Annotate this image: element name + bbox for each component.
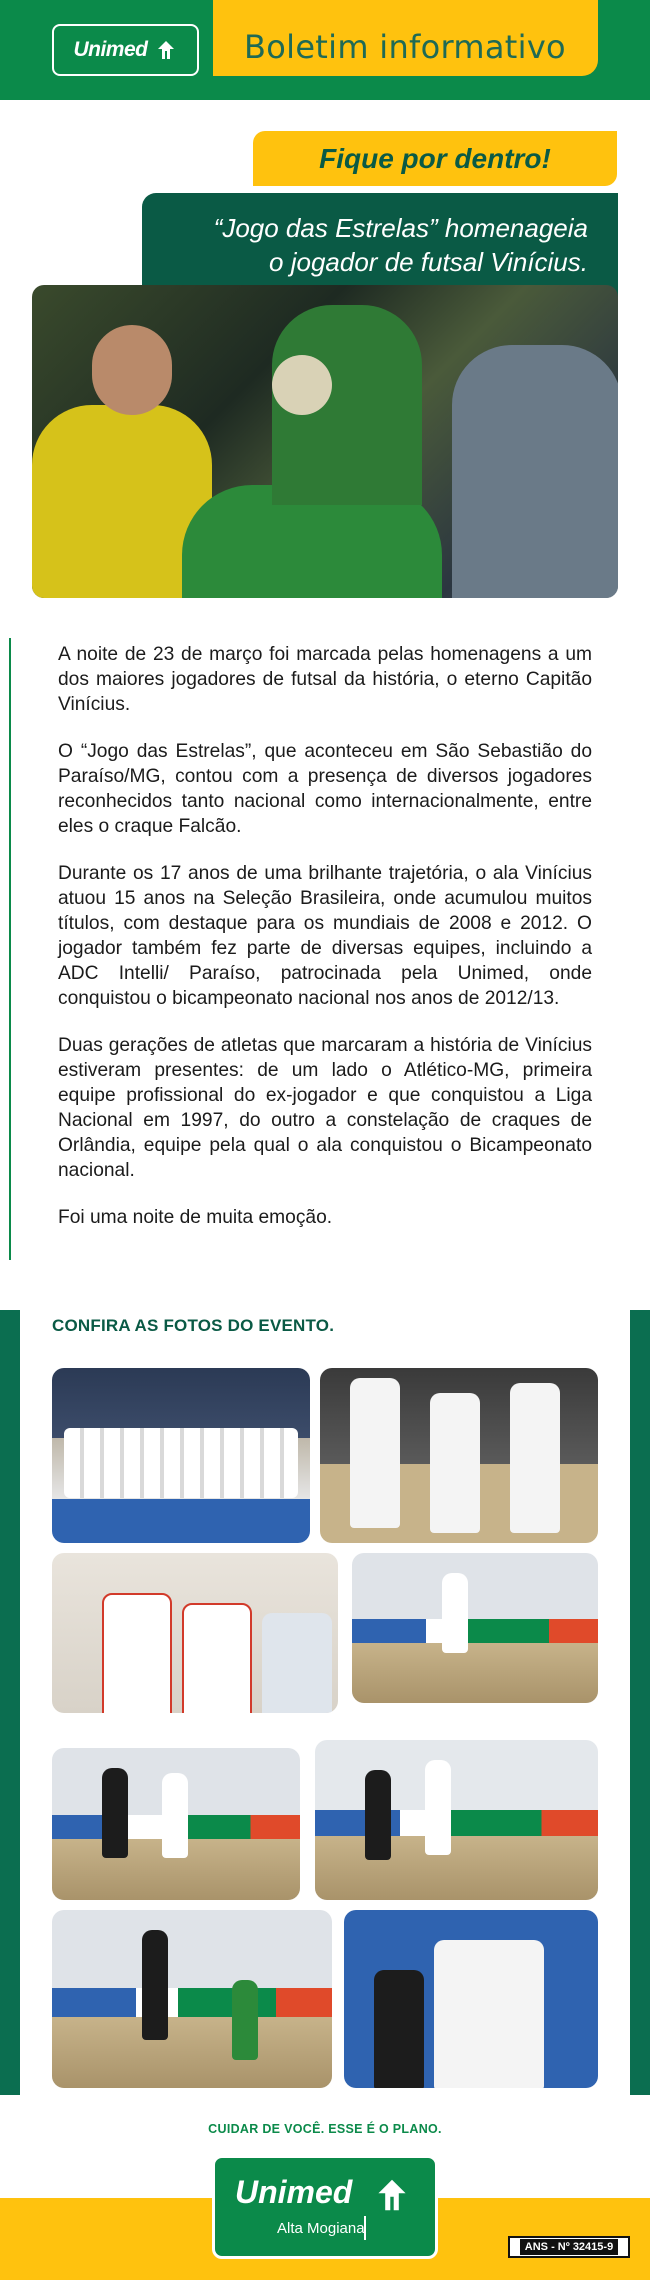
article-paragraph: O “Jogo das Estrelas”, que aconteceu em São Sebastião do Paraíso/MG, contou com a presença de diversos jogadores reconhecidos tanto nacional como internacionalmente, entre eles o craque Falcão. [58, 741, 592, 837]
gallery-photo-match-4[interactable] [344, 1910, 598, 2088]
footer-logo[interactable] [212, 2155, 438, 2259]
player-head [92, 325, 172, 415]
unimed-logo[interactable] [52, 24, 199, 76]
player-figure [374, 1970, 424, 2088]
gallery-title: CONFIRA AS FOTOS DO EVENTO. [52, 1316, 335, 1335]
player-figure [430, 1393, 480, 1533]
person-grey-shirt [452, 345, 618, 598]
player-figure [232, 1980, 258, 2060]
player-figure [434, 1940, 544, 2088]
gallery-photo-match-3[interactable] [52, 1910, 332, 2088]
unimed-tree-icon [370, 2178, 414, 2212]
player-figure [425, 1760, 451, 1855]
court-floor [315, 1836, 598, 1900]
logo-text: Unimed [73, 38, 148, 61]
gallery-photo-closeup[interactable] [52, 1553, 338, 1713]
article-paragraph: Duas gerações de atletas que marcaram a história de Vinícius estiveram presentes: de um lado o Atlético-MG, primeira equipe profissional do ex-jogador e que conquistou a Liga Nacional em 1997, do outro a constelação de craques de Orlândia, equipe pela qual o ala conquistou o Bicampeonato nacional. [58, 1035, 592, 1181]
ans-badge [508, 2236, 630, 2258]
court-floor [352, 1643, 598, 1703]
footer-logo-subtitle: Alta Mogiana [277, 2220, 365, 2237]
headline-line-1: “Jogo das Estrelas” homenageia [213, 213, 588, 243]
player-figure [182, 1603, 252, 1713]
kicker-text: Fique por dentro! [319, 142, 551, 174]
gallery-photo-lineup[interactable] [320, 1368, 598, 1543]
court-floor [52, 2017, 332, 2088]
player-figure [442, 1573, 468, 1653]
player-figure [262, 1613, 332, 1713]
player-figure [162, 1773, 188, 1858]
gallery-photo-match-1[interactable] [52, 1748, 300, 1900]
article-paragraph: A noite de 23 de março foi marcada pelas homenagens a um dos maiores jogadores de futsal da história, o eterno Capitão Vinícius. [58, 644, 592, 715]
ad-board [52, 1988, 332, 2016]
article-rule [9, 638, 11, 1260]
headline-line-2: o jogador de futsal Vinícius. [269, 247, 588, 277]
player-figure [102, 1593, 172, 1713]
player-figure [102, 1768, 128, 1858]
article-paragraph: Durante os 17 anos de uma brilhante trajetória, o ala Vinícius atuou 15 anos na Seleção Brasileira, onde acumulou muitos títulos, com destaque para os mundiais de 2008 e 2012. O jogador também fez parte de diversas equipes, incluindo a ADC Intelli/ Paraíso, patrocinada pela Unimed, onde conquistou o bicampeonato nacional nos anos de 2012/13. [58, 863, 592, 1009]
ans-number: ANS - Nº 32415-9 [520, 2239, 618, 2255]
footer-logo-name: Unimed [235, 2174, 353, 2210]
article-body [58, 642, 592, 1230]
player-figure [142, 1930, 168, 2040]
unimed-tree-icon [154, 40, 178, 60]
player-figure [510, 1383, 560, 1533]
gallery-photo-match-2[interactable] [315, 1740, 598, 1900]
newsletter-title: Boletim informativo [244, 28, 566, 66]
team-row [64, 1428, 298, 1498]
gallery-photo-team[interactable] [52, 1368, 310, 1543]
ad-board [352, 1619, 598, 1643]
player-figure [365, 1770, 391, 1860]
player-figure [350, 1378, 400, 1528]
article-paragraph: Foi uma noite de muita emoção. [58, 1207, 333, 1228]
trophy-ball [272, 355, 332, 415]
gallery-photo-dribble[interactable] [352, 1553, 598, 1703]
tagline: CUIDAR DE VOCÊ. ESSE É O PLANO. [208, 2122, 442, 2136]
hero-photo [32, 285, 618, 598]
ad-board [315, 1810, 598, 1836]
